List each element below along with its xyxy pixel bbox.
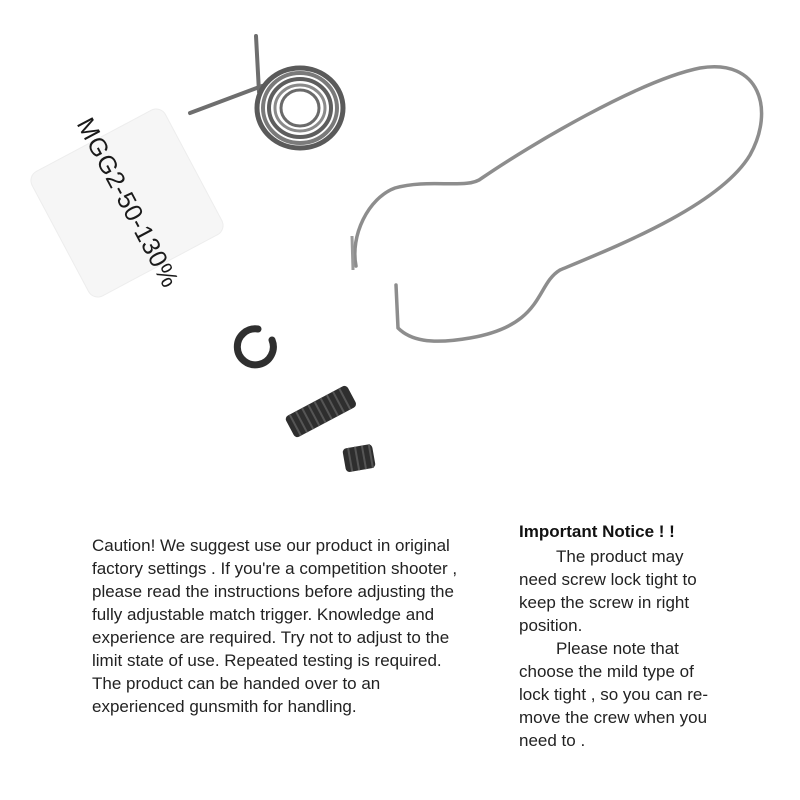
notice-body: [519, 545, 719, 752]
long-set-screw-icon: [284, 385, 357, 439]
short-set-screw-icon: [342, 444, 376, 473]
part-label-text: MGG2-50-130%: [70, 113, 184, 293]
notice-title: Important Notice ! !: [519, 522, 675, 541]
e-clip-icon: [237, 329, 273, 365]
wire-spring-icon: [352, 67, 762, 341]
caution-text: Caution! We suggest use our product in original factory settings . If you're a competition shooter , please read the instructions before adjusting the fully adjustable match trigger. Knowledge and experience are required. Try not to adjust to the limit state of use. Repeated testing is required. The product can be handed over to an experienced gunsmith for handling.: [92, 536, 458, 716]
notice-paragraph: The product may need screw lock tight to keep the screw in right position.: [519, 547, 697, 635]
notice-paragraph: Please note that choose the mild type of lock tight , so you can re-move the crew when you need to .: [519, 639, 708, 750]
part-label-card: [32, 108, 222, 298]
